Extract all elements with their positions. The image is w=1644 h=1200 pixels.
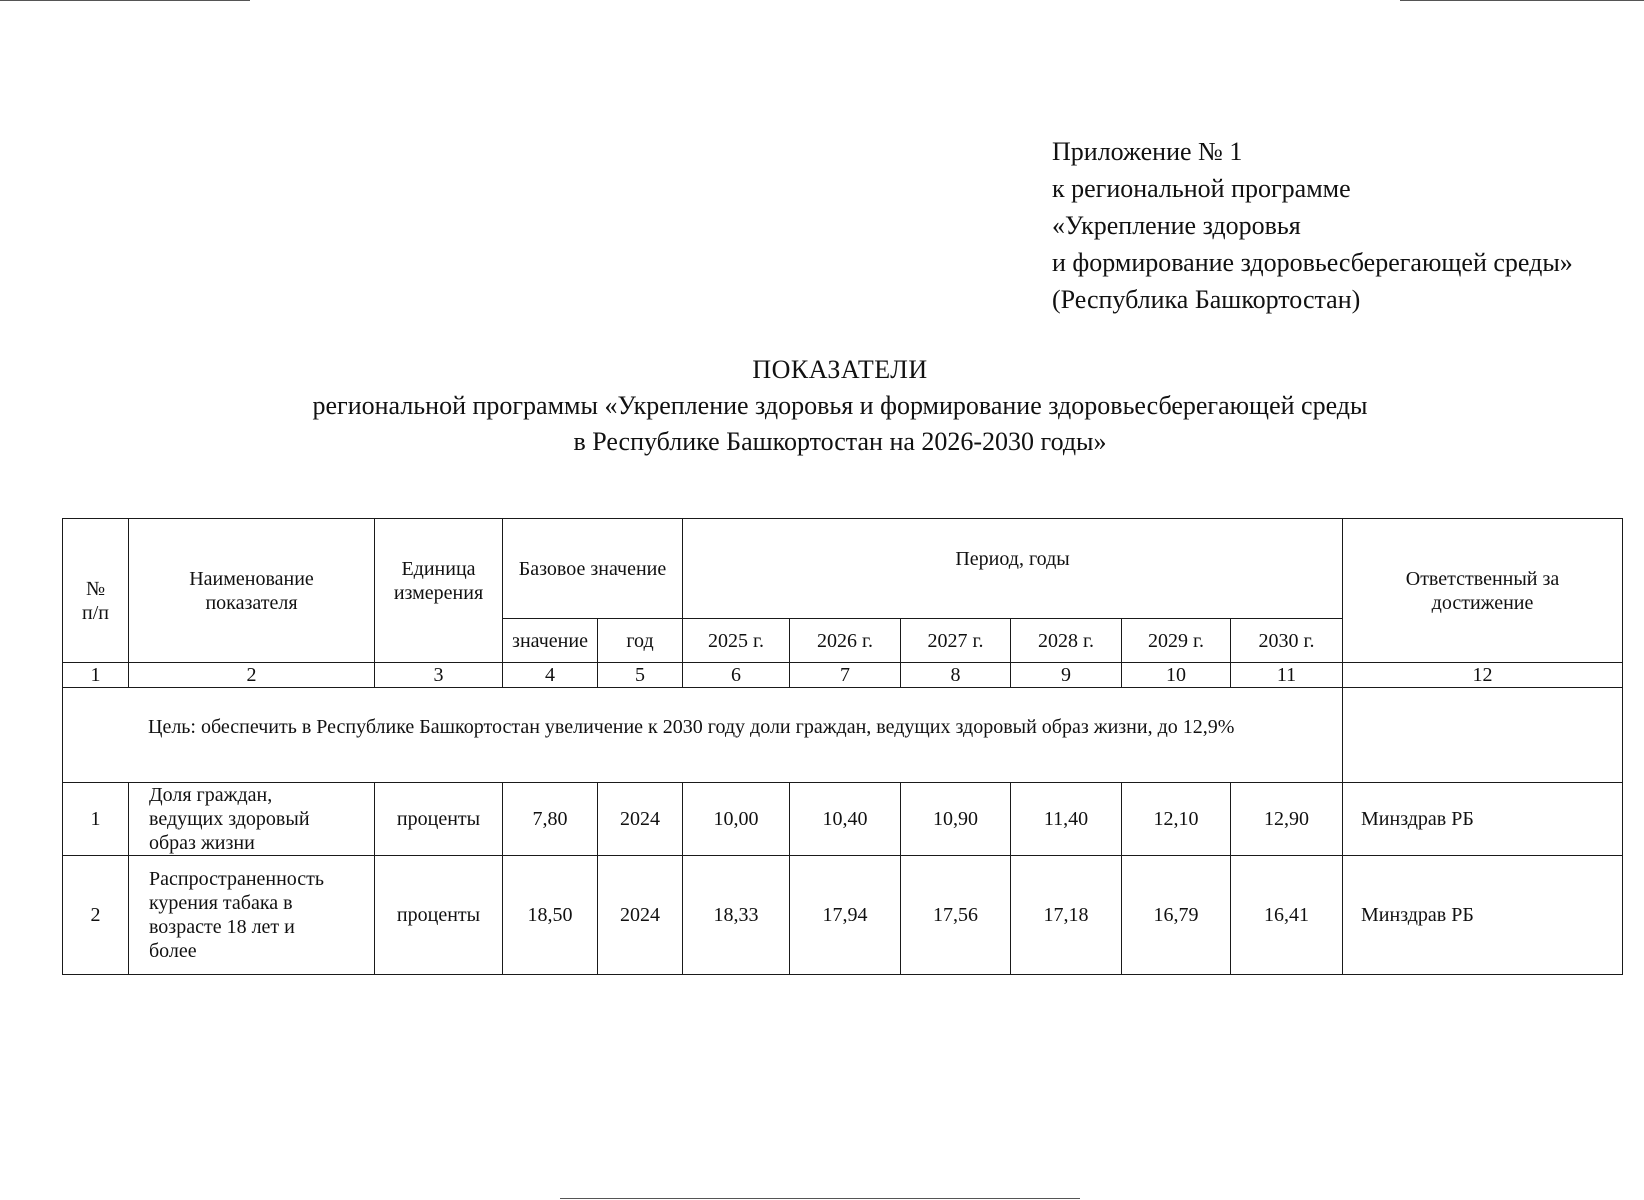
row-indicator-name: Распространенность курения табака в возрасте 18 лет и более: [129, 856, 375, 975]
row-year-value: 10,90: [901, 783, 1011, 856]
indicators-table: [62, 518, 1623, 975]
row-indicator-name: Доля граждан, ведущих здоровый образ жизни: [129, 783, 375, 856]
row-year-value: 18,33: [683, 856, 790, 975]
column-number: 2: [129, 663, 375, 688]
row-year-value: 10,40: [790, 783, 901, 856]
row-year-value: 12,10: [1122, 783, 1231, 856]
header-name: Наименование показателя: [129, 519, 375, 663]
row-year-value: 12,90: [1231, 783, 1343, 856]
row-base-year: 2024: [598, 856, 683, 975]
row-year-value: 16,41: [1231, 856, 1343, 975]
appendix-line: к региональной программе: [1052, 174, 1351, 203]
row-year-value: 17,18: [1011, 856, 1122, 975]
row-base-value: 7,80: [503, 783, 598, 856]
column-number: 5: [598, 663, 683, 688]
goal-empty-cell: [1343, 688, 1623, 783]
row-num: 2: [63, 856, 129, 975]
row-year-value: 11,40: [1011, 783, 1122, 856]
scan-edge-mark: [560, 1198, 1080, 1199]
column-number: 10: [1122, 663, 1231, 688]
header-row: [63, 519, 1623, 619]
title-line: в Республике Башкортостан на 2026-2030 годы»: [573, 427, 1107, 456]
header-base-value: Базовое значение: [503, 519, 683, 619]
header-responsible: Ответственный за достижение: [1343, 519, 1623, 663]
scan-edge-mark: [1400, 0, 1644, 1]
header-num: № п/п: [63, 519, 129, 663]
header-year: 2028 г.: [1011, 619, 1122, 663]
appendix-line: и формирование здоровьесберегающей среды»: [1052, 248, 1573, 277]
goal-row: [63, 688, 1623, 783]
header-year: 2026 г.: [790, 619, 901, 663]
column-number: 7: [790, 663, 901, 688]
row-unit: проценты: [375, 783, 503, 856]
row-year-value: 17,56: [901, 856, 1011, 975]
column-number: 11: [1231, 663, 1343, 688]
column-number-row: [63, 663, 1623, 688]
header-base-year-sub: год: [598, 619, 683, 663]
row-unit: проценты: [375, 856, 503, 975]
row-base-value: 18,50: [503, 856, 598, 975]
row-year-value: 10,00: [683, 783, 790, 856]
column-number: 3: [375, 663, 503, 688]
title-heading: ПОКАЗАТЕЛИ: [752, 355, 928, 384]
document-title: [0, 352, 1644, 460]
header-year: 2029 г.: [1122, 619, 1231, 663]
column-number: 9: [1011, 663, 1122, 688]
row-year-value: 16,79: [1122, 856, 1231, 975]
scan-edge-mark: [0, 0, 250, 1]
column-number: 1: [63, 663, 129, 688]
appendix-line: Приложение № 1: [1052, 137, 1243, 166]
column-number: 8: [901, 663, 1011, 688]
row-year-value: 17,94: [790, 856, 901, 975]
row-responsible: Минздрав РБ: [1343, 856, 1623, 975]
header-base-value-sub: значение: [503, 619, 598, 663]
goal-text: Цель: обеспечить в Республике Башкортостан увеличение к 2030 году доли граждан, ведущих здоровый образ жизни, до 12,9%: [63, 688, 1343, 783]
title-line: региональной программы «Укрепление здоровья и формирование здоровьесберегающей среды: [312, 391, 1368, 420]
header-period: Период, годы: [683, 519, 1343, 619]
row-num: 1: [63, 783, 129, 856]
header-year: 2030 г.: [1231, 619, 1343, 663]
column-number: 12: [1343, 663, 1623, 688]
row-responsible: Минздрав РБ: [1343, 783, 1623, 856]
header-unit: Единица измерения: [375, 519, 503, 663]
table-row: [63, 783, 1623, 856]
header-year: 2025 г.: [683, 619, 790, 663]
row-base-year: 2024: [598, 783, 683, 856]
column-number: 6: [683, 663, 790, 688]
header-year: 2027 г.: [901, 619, 1011, 663]
table-row: [63, 856, 1623, 975]
appendix-line: «Укрепление здоровья: [1052, 211, 1301, 240]
appendix-note: [1052, 133, 1573, 318]
column-number: 4: [503, 663, 598, 688]
appendix-line: (Республика Башкортостан): [1052, 285, 1361, 314]
